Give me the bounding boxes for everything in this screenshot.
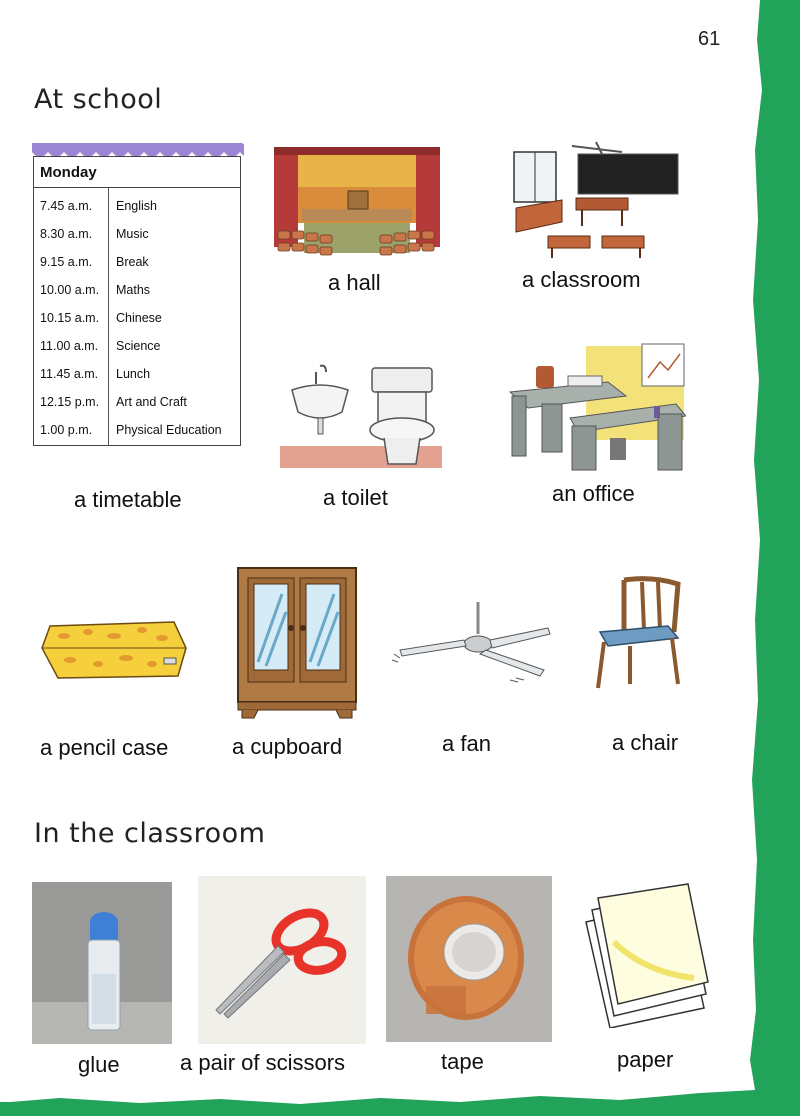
timetable-subject: English (116, 199, 157, 213)
page-number: 61 (698, 28, 721, 50)
glue-caption: glue (78, 1052, 120, 1077)
paper-caption: paper (617, 1047, 674, 1072)
timetable (30, 140, 244, 448)
classroom-illustration (512, 140, 682, 260)
timetable-table (33, 156, 241, 446)
timetable-row (34, 305, 240, 333)
pencil-case-illustration (40, 618, 188, 682)
tape-caption: tape (441, 1049, 484, 1074)
pencil-case-caption: a pencil case (40, 735, 169, 760)
section-heading-in-the-classroom: In the classroom (34, 818, 266, 849)
timetable-time: 11.00 a.m. (40, 339, 99, 353)
chair-caption: a chair (612, 730, 679, 755)
hall-caption: a hall (328, 270, 381, 295)
timetable-row (34, 277, 240, 305)
timetable-time: 7.45 a.m. (40, 199, 93, 213)
cupboard-illustration (236, 566, 358, 720)
fan-illustration (390, 600, 556, 684)
scissors-photo (198, 876, 366, 1044)
glue-photo (32, 882, 172, 1044)
timetable-row (34, 333, 240, 361)
timetable-day: Monday (40, 164, 97, 181)
timetable-row (34, 249, 240, 277)
timetable-row (34, 389, 240, 417)
timetable-row (34, 193, 240, 221)
timetable-subject: Chinese (116, 311, 162, 325)
timetable-row (34, 361, 240, 389)
timetable-header-divider (34, 187, 240, 188)
classroom-caption: a classroom (522, 267, 641, 292)
timetable-row (34, 417, 240, 445)
cupboard-caption: a cupboard (232, 734, 343, 759)
timetable-time: 10.15 a.m. (40, 311, 100, 325)
timetable-subject: Lunch (116, 367, 151, 381)
timetable-subject: Break (116, 255, 149, 269)
chair-illustration (594, 576, 686, 692)
timetable-time: 9.15 a.m. (40, 255, 93, 269)
timetable-subject: Music (116, 227, 149, 241)
scissors-caption: a pair of scissors (180, 1050, 346, 1075)
timetable-subject: Science (116, 339, 161, 353)
office-caption: an office (552, 481, 635, 506)
fan-caption: a fan (442, 731, 491, 756)
timetable-time: 12.15 p.m. (40, 395, 100, 409)
timetable-caption: a timetable (74, 487, 182, 512)
toilet-illustration (278, 360, 444, 476)
tape-photo (386, 876, 552, 1042)
timetable-row (34, 221, 240, 249)
office-illustration (508, 340, 686, 476)
timetable-time: 11.45 a.m. (40, 367, 99, 381)
paper-illustration (584, 882, 710, 1028)
timetable-time: 1.00 p.m. (40, 423, 93, 437)
toilet-caption: a toilet (323, 485, 388, 510)
timetable-subject: Maths (116, 283, 151, 297)
hall-illustration (274, 147, 440, 265)
timetable-subject: Art and Craft (116, 395, 187, 409)
timetable-time: 10.00 a.m. (40, 283, 100, 297)
section-heading-at-school: At school (34, 84, 163, 115)
timetable-subject: Physical Education (116, 423, 222, 437)
timetable-time: 8.30 a.m. (40, 227, 93, 241)
